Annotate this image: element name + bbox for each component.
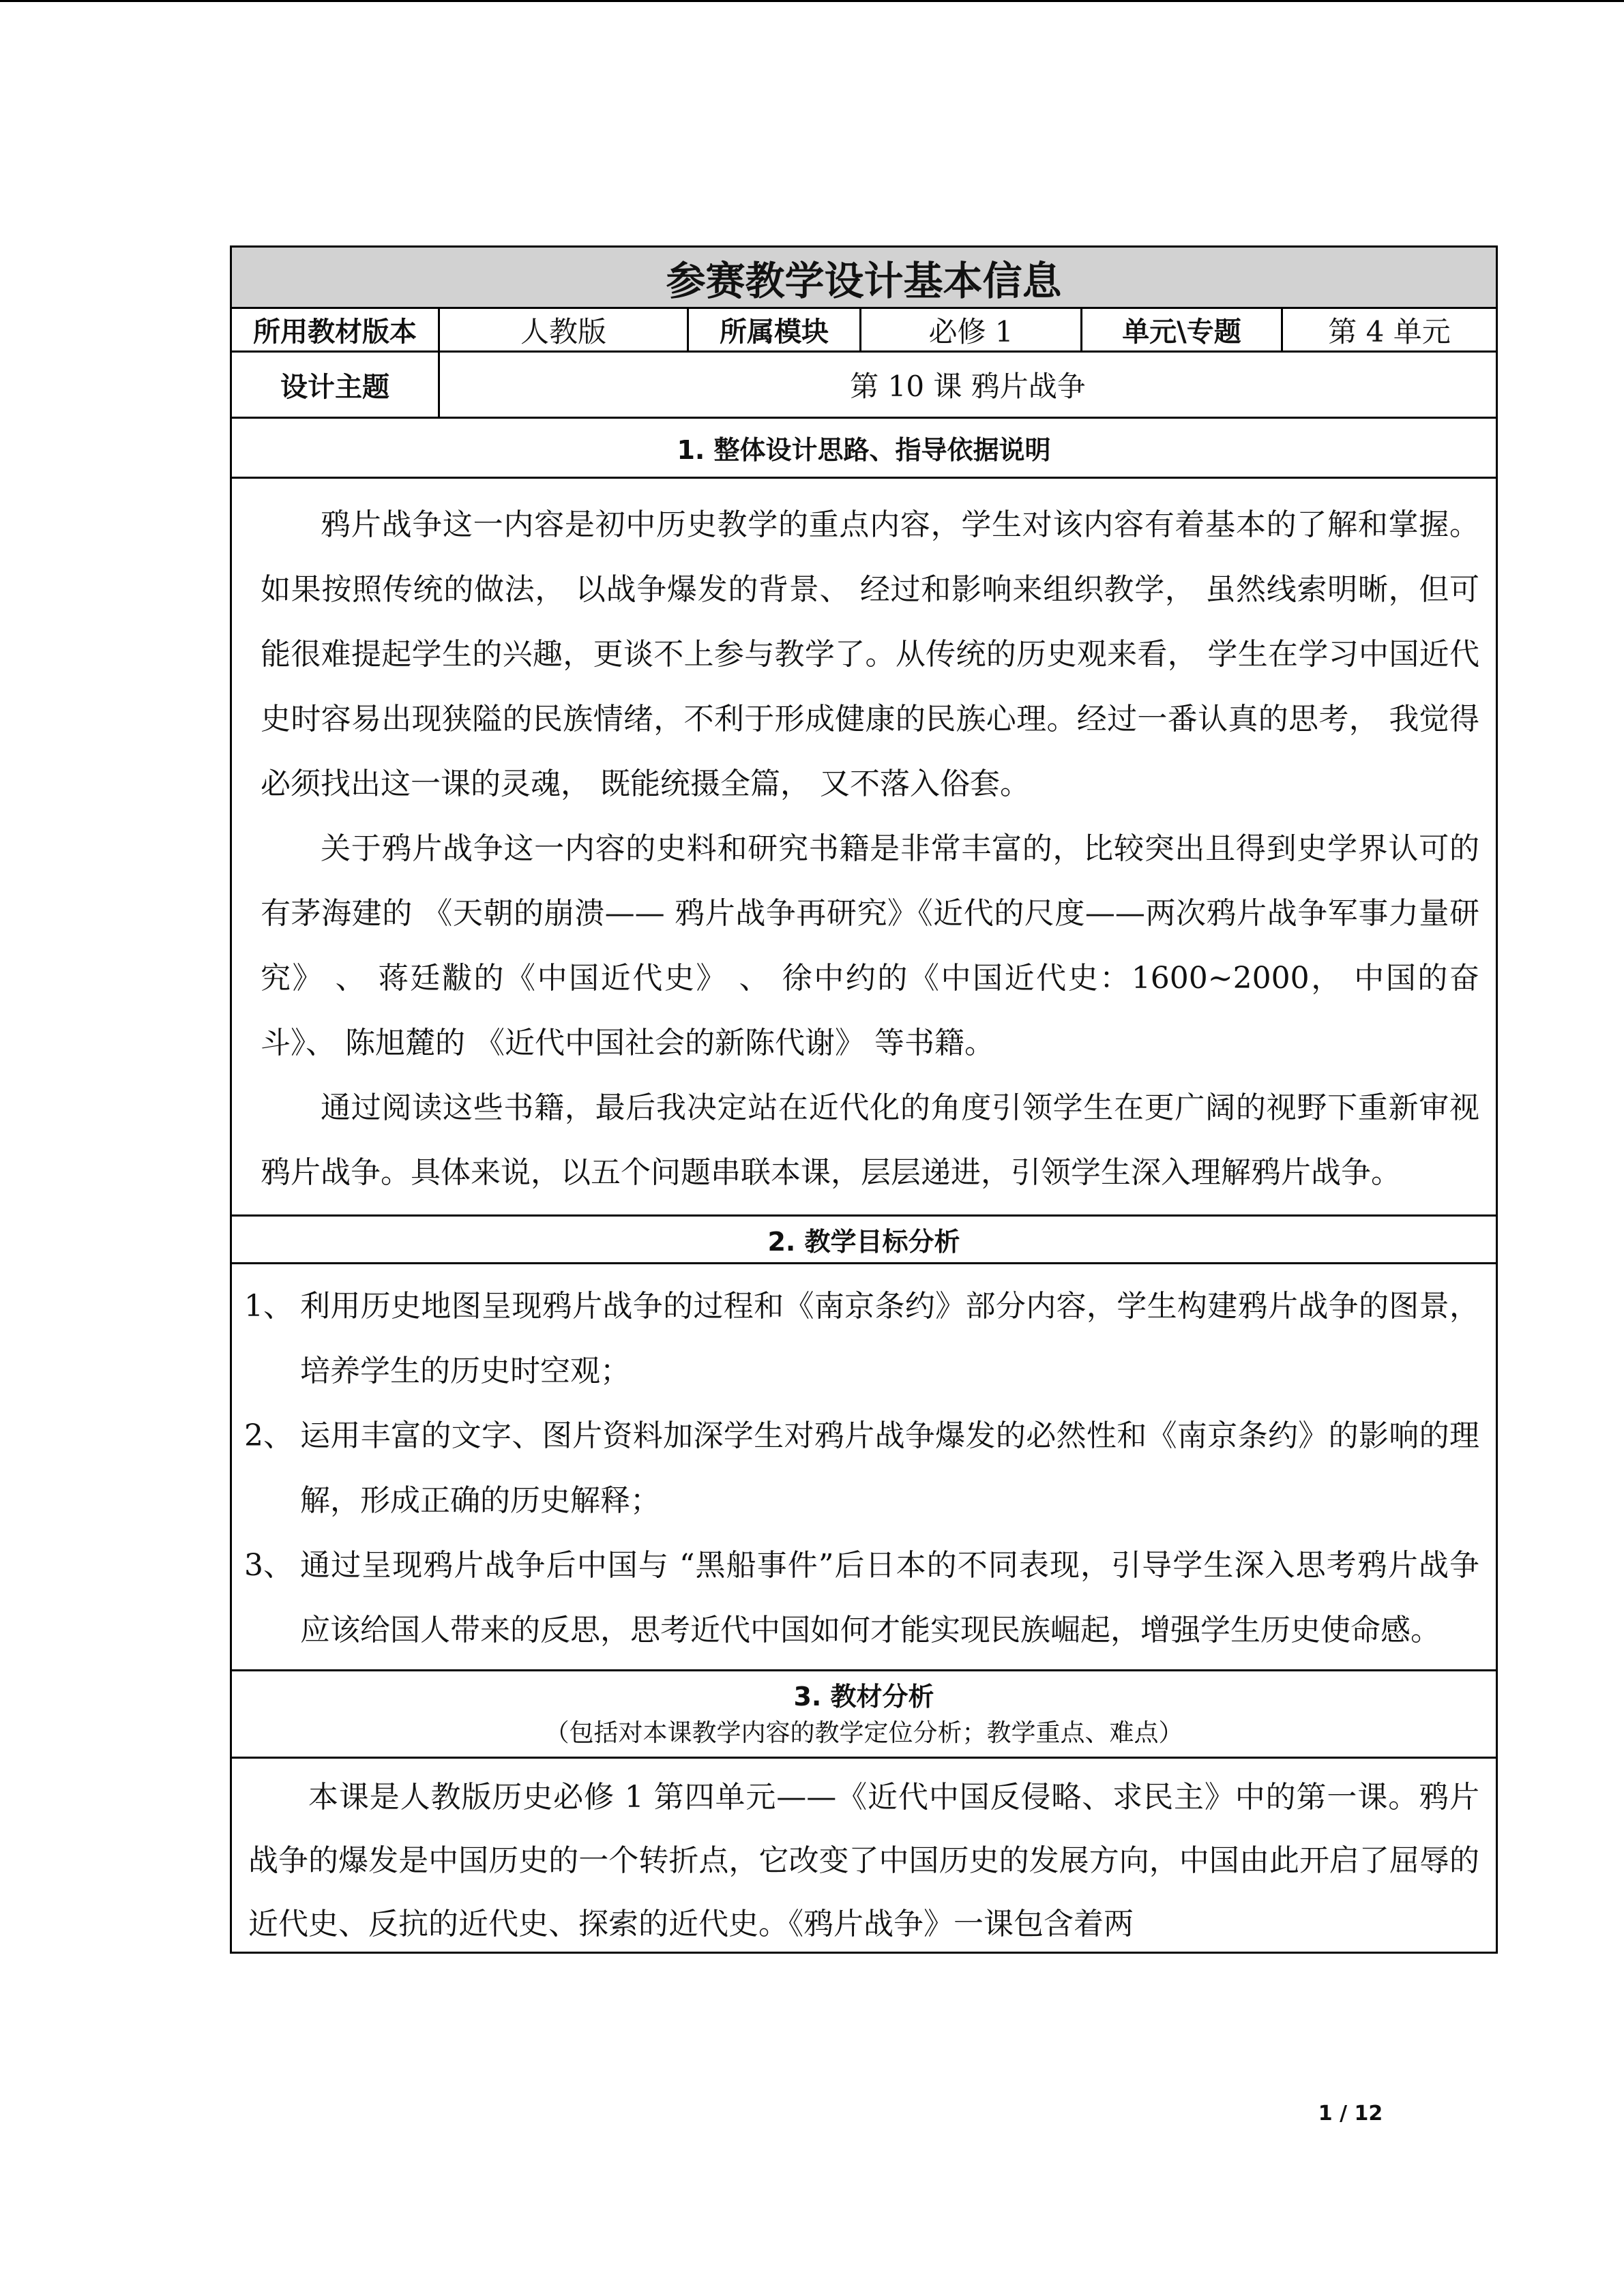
section2-heading: 2. 教学目标分析	[232, 1217, 1496, 1264]
textbook-label: 所用教材版本	[232, 309, 440, 351]
table-title: 参赛教学设计基本信息	[232, 248, 1496, 309]
module-value: 必修 1	[861, 309, 1082, 351]
section3-paragraph: 本课是人教版历史必修 1 第四单元——《近代中国反侵略、求民主》中的第一课。鸦片战争的爆发是中国历史的一个转折点，它改变了中国历史的发展方向，中国由此开启了屈辱的近代史、反抗的近代史、探索的近代史。《鸦片战争》一课包含着两	[248, 1780, 1479, 1941]
section3-header	[232, 1671, 1496, 1759]
unit-value: 第 4 单元	[1328, 314, 1451, 348]
goal-number: 1、	[244, 1289, 293, 1324]
section1-body	[232, 479, 1496, 1217]
goal-number: 3、	[244, 1548, 293, 1583]
section1-paragraph: 鸦片战争这一内容是初中历史教学的重点内容，学生对该内容有着基本的了解和掌握。如果按照传统的做法， 以战争爆发的背景、 经过和影响来组织教学， 虽然线索明晰，但可能很难提起学生的兴趣，更谈不上参与教学了。从传统的历史观来看， 学生在学习中国近代史时容易出现狭隘的民族情绪，不利于形成健康的民族心理。经过一番认真的思考， 我觉得必须找出这一课的灵魂， 既能统摄全篇， 又不落入俗套。	[261, 507, 1479, 801]
section3-body	[232, 1759, 1496, 1952]
section1-heading: 1. 整体设计思路、指导依据说明	[232, 419, 1496, 479]
topic-row	[232, 353, 1496, 419]
goal-text: 利用历史地图呈现鸦片战争的过程和《南京条约》部分内容，学生构建鸦片战争的图景，培养学生的历史时空观；	[300, 1289, 1479, 1388]
topic-label: 设计主题	[232, 353, 440, 417]
module-label: 所属模块	[689, 309, 861, 351]
section1-paragraph: 通过阅读这些书籍，最后我决定站在近代化的角度引领学生在更广阔的视野下重新审视鸦片战争。具体来说，以五个问题串联本课，层层递进，引领学生深入理解鸦片战争。	[261, 1090, 1479, 1190]
page-number: 1 / 12	[1318, 2102, 1383, 2126]
section2-goals	[232, 1264, 1496, 1671]
goal-item	[244, 1403, 1479, 1533]
page-top-border	[0, 0, 1624, 2]
topic-value: 第 10 课 鸦片战争	[850, 370, 1086, 403]
section3-subheading: （包括对本课教学内容的教学定位分析；教学重点、难点）	[544, 1718, 1183, 1747]
goal-text: 运用丰富的文字、图片资料加深学生对鸦片战争爆发的必然性和《南京条约》的影响的理解，形成正确的历史解释；	[300, 1418, 1479, 1518]
info-row	[232, 309, 1496, 353]
goal-item	[244, 1274, 1479, 1403]
goal-number: 2、	[244, 1418, 293, 1453]
unit-label: 单元\专题	[1082, 309, 1283, 351]
section1-paragraph: 关于鸦片战争这一内容的史料和研究书籍是非常丰富的，比较突出且得到史学界认可的有茅海建的 《天朝的崩溃—— 鸦片战争再研究》《近代的尺度——两次鸦片战争军事力量研究》 、 蒋廷黻的《中国近代史》 、 徐中约的《中国近代史：1600~2000， 中国的奋斗》、 陈旭麓的 《近代中国社会的新陈代谢》 等书籍。	[261, 831, 1479, 1060]
goal-item	[244, 1533, 1479, 1663]
design-info-table	[230, 245, 1498, 1954]
textbook-value: 人教版	[440, 309, 689, 351]
goal-text: 通过呈现鸦片战争后中国与 “黑船事件”后日本的不同表现，引导学生深入思考鸦片战争应该给国人带来的反思，思考近代中国如何才能实现民族崛起，增强学生历史使命感。	[300, 1548, 1479, 1648]
section3-heading: 3. 教材分析	[793, 1681, 934, 1712]
